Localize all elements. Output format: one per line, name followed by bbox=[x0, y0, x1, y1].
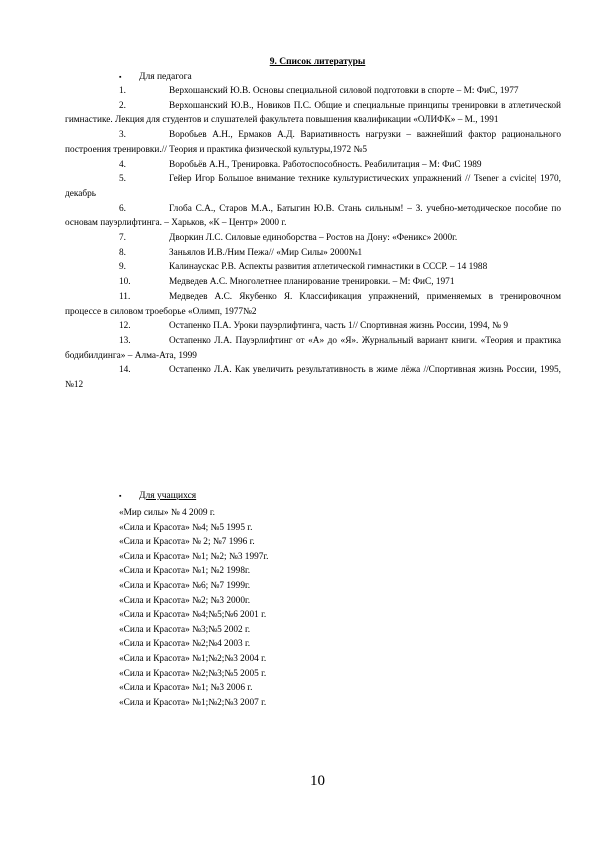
magazine-item: «Сила и Красота» №4;№5;№6 2001 г. bbox=[119, 610, 267, 621]
reference-item bbox=[119, 84, 561, 99]
reference-text: Медведев А.С. Якубенко Я. Классификация упражнений, применяемых в тренировочном процессе в силовом троеборье «Олимп, 1977№2 bbox=[65, 291, 561, 317]
magazine-item: «Сила и Красота» №6; №7 1999г. bbox=[119, 580, 251, 591]
teacher-section-heading bbox=[119, 71, 192, 83]
bullet-icon: ▪ bbox=[119, 492, 122, 500]
magazine-item: «Мир силы» № 4 2009 г. bbox=[119, 508, 215, 518]
reference-text: Воробьев А.Н., Ермаков А.Д. Вариативность нагрузки – важнейший фактор рационального построения тренировки.// Теория и практика физической культуры,1972 №5 bbox=[65, 130, 561, 155]
reference-number: 10. bbox=[119, 277, 131, 288]
reference-number: 9. bbox=[119, 262, 126, 273]
reference-item bbox=[119, 260, 561, 275]
reference-item bbox=[65, 334, 561, 363]
reference-text: Заньялов И.В./Ним Пежа// «Мир Силы» 2000№1 bbox=[169, 247, 363, 258]
reference-number: 13. bbox=[119, 335, 131, 346]
reference-text: Верхошанский Ю.В. Основы специальной силовой подготовки в спорте – М: ФиС, 1977 bbox=[169, 86, 519, 96]
reference-item bbox=[65, 128, 561, 157]
reference-item bbox=[119, 275, 561, 290]
reference-text: Гейер Игор Большое внимание технике культуристических упражнений // Tsener a cvicite| 1970, декабрь bbox=[65, 174, 561, 199]
teacher-section-label: Для педагога bbox=[139, 72, 192, 83]
reference-item bbox=[119, 246, 561, 261]
reference-item bbox=[65, 172, 561, 201]
magazine-item: «Сила и Красота» №3;№5 2002 г. bbox=[119, 624, 251, 635]
reference-text: Медведев А.С. Многолетнее планирование тренировки. – М: ФиС, 1971 bbox=[169, 277, 455, 288]
reference-number: 12. bbox=[119, 321, 131, 332]
reference-number: 14. bbox=[119, 365, 131, 376]
reference-text: Глоба С.А., Старов М.А., Батыгин Ю.В. Стань сильным! – З. учебно-методическое пособие по основам пауэрлифтинга. – Харьков, «К – Центр» 2000 г. bbox=[65, 203, 561, 229]
reference-text: Дворкин Л.С. Силовые единоборства – Ростов на Дону: «Феникс» 2000г. bbox=[169, 233, 458, 244]
students-magazine-list bbox=[119, 506, 269, 710]
reference-item bbox=[65, 202, 561, 231]
reference-item bbox=[65, 363, 561, 392]
reference-number: 11. bbox=[119, 291, 131, 302]
page-title: 9. Список литературы bbox=[269, 57, 366, 67]
reference-item bbox=[65, 290, 561, 319]
reference-number: 7. bbox=[119, 233, 126, 244]
page-number: 10 bbox=[310, 773, 325, 789]
reference-number: 8. bbox=[119, 247, 126, 258]
reference-text: Остапенко Л.А. Пауэрлифтинг от «А» до «Я». Журнальный вариант книги. «Теория и практика бодибилдинга» – Алма-Ата, 1999 bbox=[65, 335, 561, 361]
reference-text: Воробьёв А.Н., Тренировка. Работоспособность. Реабилитация – М: ФиС 1989 bbox=[169, 159, 482, 170]
reference-number: 2. bbox=[119, 100, 126, 111]
reference-number: 4. bbox=[119, 159, 126, 170]
magazine-item: «Сила и Красота» № 2; №7 1996 г. bbox=[119, 537, 255, 548]
teacher-reference-list bbox=[65, 84, 561, 393]
reference-item bbox=[119, 319, 561, 334]
reference-number: 6. bbox=[119, 203, 126, 214]
reference-text: Остапенко П.А. Уроки пауэрлифтинга, часть 1// Спортивная жизнь России, 1994, № 9 bbox=[169, 321, 508, 332]
magazine-item: «Сила и Красота» №2;№4 2003 г. bbox=[119, 639, 251, 650]
magazine-item: «Сила и Красота» №1; №2; №3 1997г. bbox=[119, 551, 269, 562]
bullet-icon: ▪ bbox=[119, 73, 122, 81]
reference-number: 3. bbox=[119, 130, 126, 141]
reference-item bbox=[119, 231, 561, 246]
magazine-item: «Сила и Красота» №1; №2 1998г. bbox=[119, 566, 251, 577]
magazine-item: «Сила и Красота» №2; №3 2000г. bbox=[119, 595, 251, 606]
reference-item bbox=[119, 158, 561, 173]
reference-text: Верхошанский Ю.В., Новиков П.С. Общие и специальные принципы тренировки в атлетической гимнастике. Лекция для студентов и слушателей факультета повышения квалификации «ОЛИФК» – М., 1991 bbox=[65, 100, 561, 126]
reference-item bbox=[65, 99, 561, 128]
magazine-item: «Сила и Красота» №1;№2;№3 2004 г. bbox=[119, 653, 267, 664]
magazine-item: «Сила и Красота» №1;№2;№3 2007 г. bbox=[119, 697, 267, 708]
reference-text: Остапенко Л.А. Как увеличить результативность в жиме лёжа //Спортивная жизнь России, 1995, №12 bbox=[65, 365, 561, 391]
magazine-item: «Сила и Красота» №2;№3;№5 2005 г. bbox=[119, 668, 267, 679]
reference-text: Калинаускас Р.В. Аспекты развития атлетической гимнастики в СССР. – 14 1988 bbox=[169, 262, 488, 273]
magazine-item: «Сила и Красота» №4; №5 1995 г. bbox=[119, 522, 253, 533]
reference-number: 1. bbox=[119, 86, 126, 96]
students-section-label: Для учащихся bbox=[139, 491, 197, 502]
reference-number: 5. bbox=[119, 174, 126, 185]
magazine-item: «Сила и Красота» №1; №3 2006 г. bbox=[119, 683, 253, 694]
students-section-heading bbox=[119, 490, 196, 502]
